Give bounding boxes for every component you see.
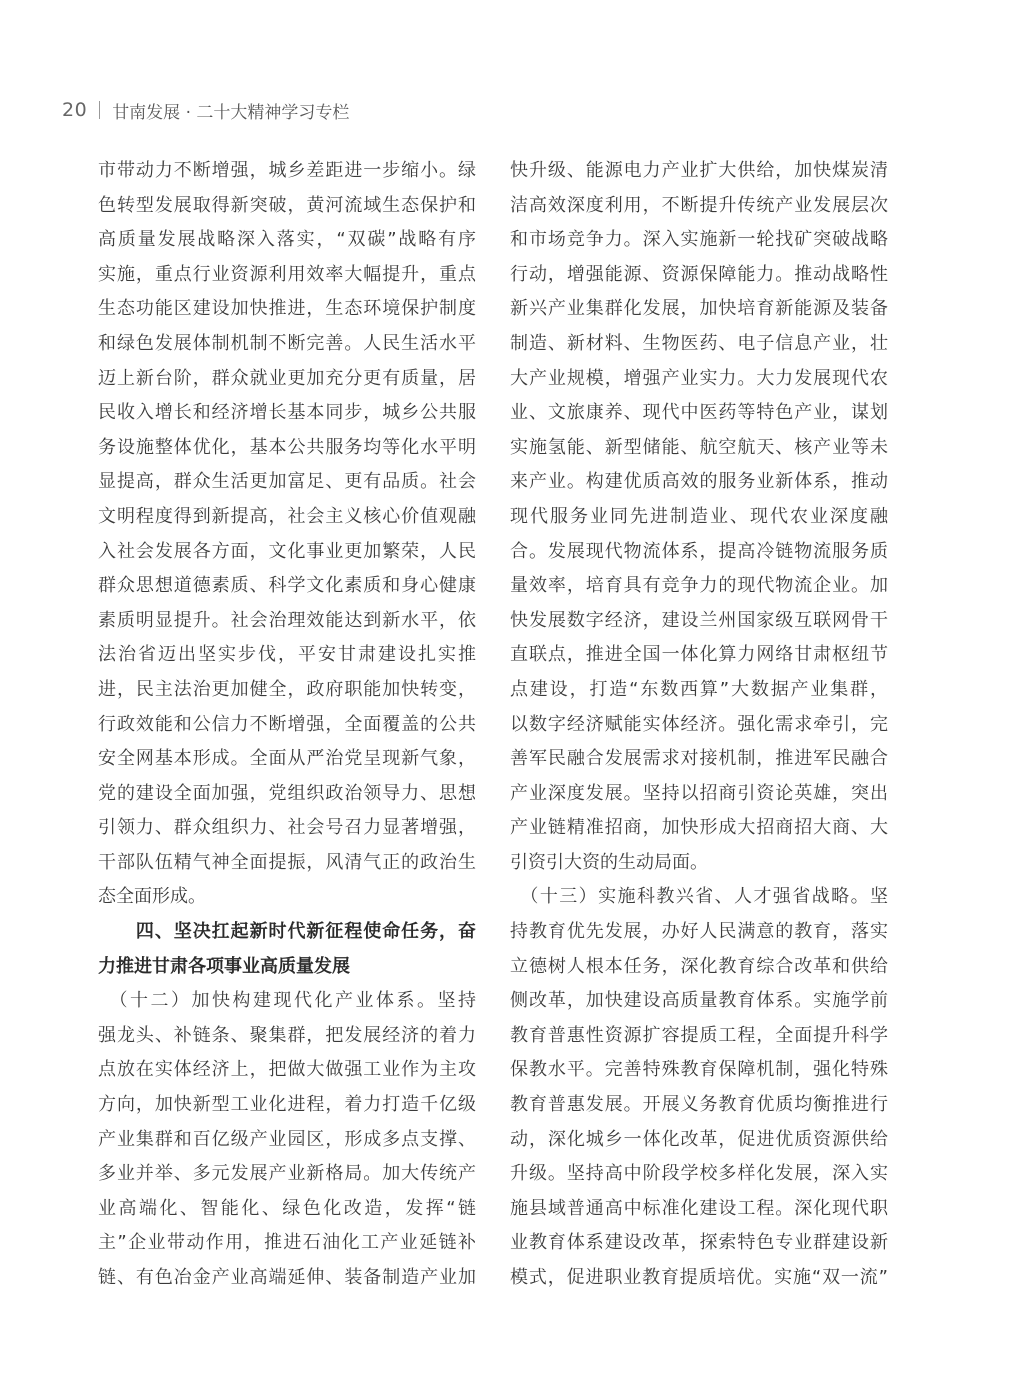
text-line: 方向，加快新型工业化进程，着力打造千亿级 <box>98 1094 476 1116</box>
text-line: 态全面形成。 <box>98 886 206 908</box>
text-line: 快升级、能源电力产业扩大供给，加快煤炭清 <box>510 160 888 181</box>
text-line: 引资引大资的生动局面。 <box>510 851 708 873</box>
text-line: （十二）加快构建现代化产业体系。坚持 <box>98 990 476 1012</box>
text-line: 现代服务业同先进制造业、现代农业深度融 <box>510 505 888 527</box>
text-line: 模式，促进职业教育提质培优。实施“双一流” <box>510 1267 888 1288</box>
text-line: 迈上新台阶，群众就业更加充分更有质量，居 <box>98 367 476 389</box>
text-line: 强龙头、补链条、聚集群，把发展经济的着力 <box>98 1024 476 1046</box>
text-line: 持教育优先发展，办好人民满意的教育，落实 <box>510 921 888 943</box>
text-line: 业高端化、智能化、绿色化改造，发挥“链 <box>98 1197 476 1219</box>
running-header <box>62 96 349 124</box>
text-line: 新兴产业集群化发展，加快培育新能源及装备 <box>510 298 888 320</box>
text-line: 点建设，打造“东数西算”大数据产业集群， <box>510 678 888 700</box>
text-line: 进，民主法治更加健全，政府职能加快转变， <box>98 678 476 700</box>
section-heading-line: 力推进甘肃各项事业高质量发展 <box>98 955 350 977</box>
text-line: 产业链精准招商，加快形成大招商招大商、大 <box>510 817 888 839</box>
text-line: 业教育体系建设改革，探索特色专业群建设新 <box>510 1232 888 1254</box>
text-line: 高质量发展战略深入落实，“双碳”战略有序 <box>98 229 476 251</box>
text-line: （十三）实施科教兴省、人才强省战略。坚 <box>510 886 888 908</box>
text-line: 民收入增长和经济增长基本同步，城乡公共服 <box>98 402 476 424</box>
text-line: 洁高效深度利用，不断提升传统产业发展层次 <box>510 194 888 216</box>
text-line: 侧改革，加快建设高质量教育体系。实施学前 <box>510 990 888 1012</box>
text-line: 行政效能和公信力不断增强，全面覆盖的公共 <box>98 713 476 735</box>
text-line: 产业深度发展。坚持以招商引资论英雄，突出 <box>510 782 888 804</box>
text-line: 素质明显提升。社会治理效能达到新水平，依 <box>98 609 476 631</box>
text-line: 群众思想道德素质、科学文化素质和身心健康 <box>98 575 476 597</box>
text-line: 施县域普通高中标准化建设工程。深化现代职 <box>510 1197 888 1219</box>
text-line: 干部队伍精气神全面提振，风清气正的政治生 <box>98 851 476 873</box>
text-line: 实施氢能、新型储能、航空航天、核产业等未 <box>510 436 888 458</box>
header-divider <box>99 101 100 119</box>
text-line: 来产业。构建优质高效的服务业新体系，推动 <box>510 471 888 493</box>
text-line: 业、文旅康养、现代中医药等特色产业，谋划 <box>510 402 888 424</box>
text-line: 入社会发展各方面，文化事业更加繁荣，人民 <box>98 540 476 562</box>
text-line: 升级。坚持高中阶段学校多样化发展，深入实 <box>510 1163 888 1185</box>
text-line: 文明程度得到新提高，社会主义核心价值观融 <box>98 505 476 527</box>
text-line: 多业并举、多元发展产业新格局。加大传统产 <box>98 1163 476 1185</box>
text-line: 务设施整体优化，基本公共服务均等化水平明 <box>98 436 476 458</box>
text-line: 产业集群和百亿级产业园区，形成多点支撑、 <box>98 1128 476 1150</box>
section-heading-line: 四、坚决扛起新时代新征程使命任务，奋 <box>98 921 476 943</box>
text-line: 合。发展现代物流体系，提高冷链物流服务质 <box>510 540 888 562</box>
text-line: 直联点，推进全国一体化算力网络甘肃枢纽节 <box>510 644 888 666</box>
text-line: 快发展数字经济，建设兰州国家级互联网骨干 <box>510 609 888 631</box>
text-line: 量效率，培育具有竞争力的现代物流企业。加 <box>510 575 888 597</box>
text-line: 立德树人根本任务，深化教育综合改革和供给 <box>510 955 888 977</box>
text-line: 善军民融合发展需求对接机制，推进军民融合 <box>510 748 888 770</box>
text-line: 以数字经济赋能实体经济。强化需求牵引，完 <box>510 713 888 735</box>
section-title: 甘南发展 · 二十大精神学习专栏 <box>112 102 350 123</box>
page-number: 20 <box>62 99 88 121</box>
text-line: 法治省迈出坚实步伐，平安甘肃建设扎实推 <box>98 644 476 666</box>
text-line: 点放在实体经济上，把做大做强工业作为主攻 <box>98 1059 476 1081</box>
text-line: 教育普惠发展。开展义务教育优质均衡推进行 <box>510 1094 888 1116</box>
text-line: 动，深化城乡一体化改革，促进优质资源供给 <box>510 1128 888 1150</box>
text-line: 行动，增强能源、资源保障能力。推动战略性 <box>510 263 888 285</box>
text-line: 教育普惠性资源扩容提质工程，全面提升科学 <box>510 1024 888 1046</box>
text-line: 引领力、群众组织力、社会号召力显著增强， <box>98 817 476 839</box>
text-line: 和市场竞争力。深入实施新一轮找矿突破战略 <box>510 229 888 251</box>
text-line: 大产业规模，增强产业实力。大力发展现代农 <box>510 367 888 389</box>
text-line: 显提高，群众生活更加富足、更有品质。社会 <box>98 471 476 493</box>
text-line: 制造、新材料、生物医药、电子信息产业，壮 <box>510 332 888 354</box>
text-line: 生态功能区建设加快推进，生态环境保护制度 <box>98 298 476 320</box>
text-line: 保教水平。完善特殊教育保障机制，强化特殊 <box>510 1059 888 1081</box>
text-line: 党的建设全面加强，党组织政治领导力、思想 <box>98 782 476 804</box>
text-line: 色转型发展取得新突破，黄河流域生态保护和 <box>98 194 476 216</box>
left-text-column <box>98 154 476 1296</box>
text-line: 和绿色发展体制机制不断完善。人民生活水平 <box>98 332 476 354</box>
text-line: 安全网基本形成。全面从严治党呈现新气象， <box>98 748 476 770</box>
text-line: 实施，重点行业资源利用效率大幅提升，重点 <box>98 263 476 285</box>
text-line: 市带动力不断增强，城乡差距进一步缩小。绿 <box>98 160 476 181</box>
text-line: 链、有色冶金产业高端延伸、装备制造产业加 <box>98 1267 476 1288</box>
text-line: 主”企业带动作用，推进石油化工产业延链补 <box>98 1232 476 1254</box>
right-text-column <box>510 154 888 1296</box>
